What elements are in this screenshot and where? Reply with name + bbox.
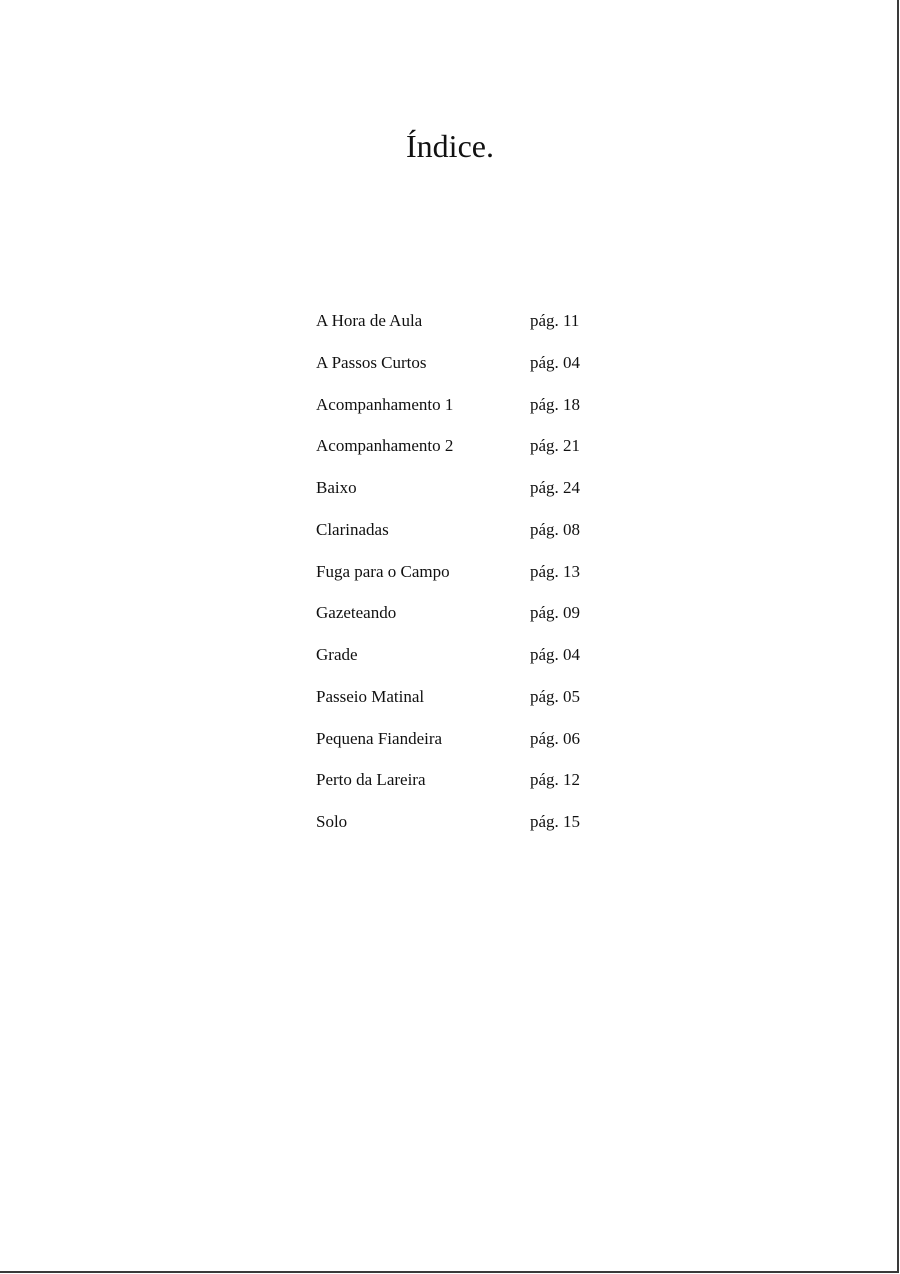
toc-entry-page: pág. 13 <box>530 561 581 581</box>
toc-entry-title: Gazeteando <box>316 603 397 623</box>
toc-entry-title: Fuga para o Campo <box>316 561 450 581</box>
toc-entry-title: A Passos Curtos <box>316 352 427 372</box>
toc-entry-page: pág. 05 <box>530 686 581 706</box>
toc-entry-page: pág. 21 <box>530 436 581 456</box>
toc-entry-page: pág. 12 <box>530 770 581 790</box>
toc-entry-title: Pequena Fiandeira <box>316 728 443 748</box>
toc-entry-page: pág. 06 <box>530 728 581 748</box>
toc-entry-title: Clarinadas <box>316 519 389 539</box>
toc-entry-page: pág. 04 <box>530 352 581 372</box>
toc-entry-title: Solo <box>316 812 348 831</box>
toc-entry <box>316 392 580 434</box>
toc-entry-title: Grade <box>316 645 358 664</box>
toc-entry-page: pág. 11 <box>530 311 580 330</box>
toc-entry <box>316 350 580 392</box>
toc-entry-page: pág. 18 <box>530 394 581 414</box>
toc-entry-title: Acompanhamento 2 <box>316 436 454 456</box>
toc-entry <box>316 308 580 350</box>
table-of-contents <box>316 308 580 851</box>
toc-entry-page: pág. 08 <box>530 519 581 539</box>
toc-entry-title: A Hora de Aula <box>316 311 423 330</box>
toc-entry <box>316 767 580 809</box>
toc-entry <box>316 642 580 684</box>
toc-entry <box>316 559 580 601</box>
toc-entry-page: pág. 09 <box>530 603 581 623</box>
toc-entry-title: Passeio Matinal <box>316 686 425 706</box>
toc-entry <box>316 475 580 517</box>
toc-entry <box>316 726 580 768</box>
toc-entry-title: Acompanhamento 1 <box>316 394 454 414</box>
toc-entry <box>316 600 580 642</box>
toc-entry <box>316 809 580 851</box>
toc-entry-page: pág. 24 <box>530 478 581 497</box>
toc-entry <box>316 433 580 475</box>
toc-entry-title: Baixo <box>316 478 357 497</box>
toc-entry-title: Perto da Lareira <box>316 770 426 790</box>
toc-entry-page: pág. 15 <box>530 812 581 831</box>
page-title: Índice. <box>406 128 494 164</box>
toc-entry <box>316 517 580 559</box>
toc-entry <box>316 684 580 726</box>
toc-entry-page: pág. 04 <box>530 645 581 664</box>
